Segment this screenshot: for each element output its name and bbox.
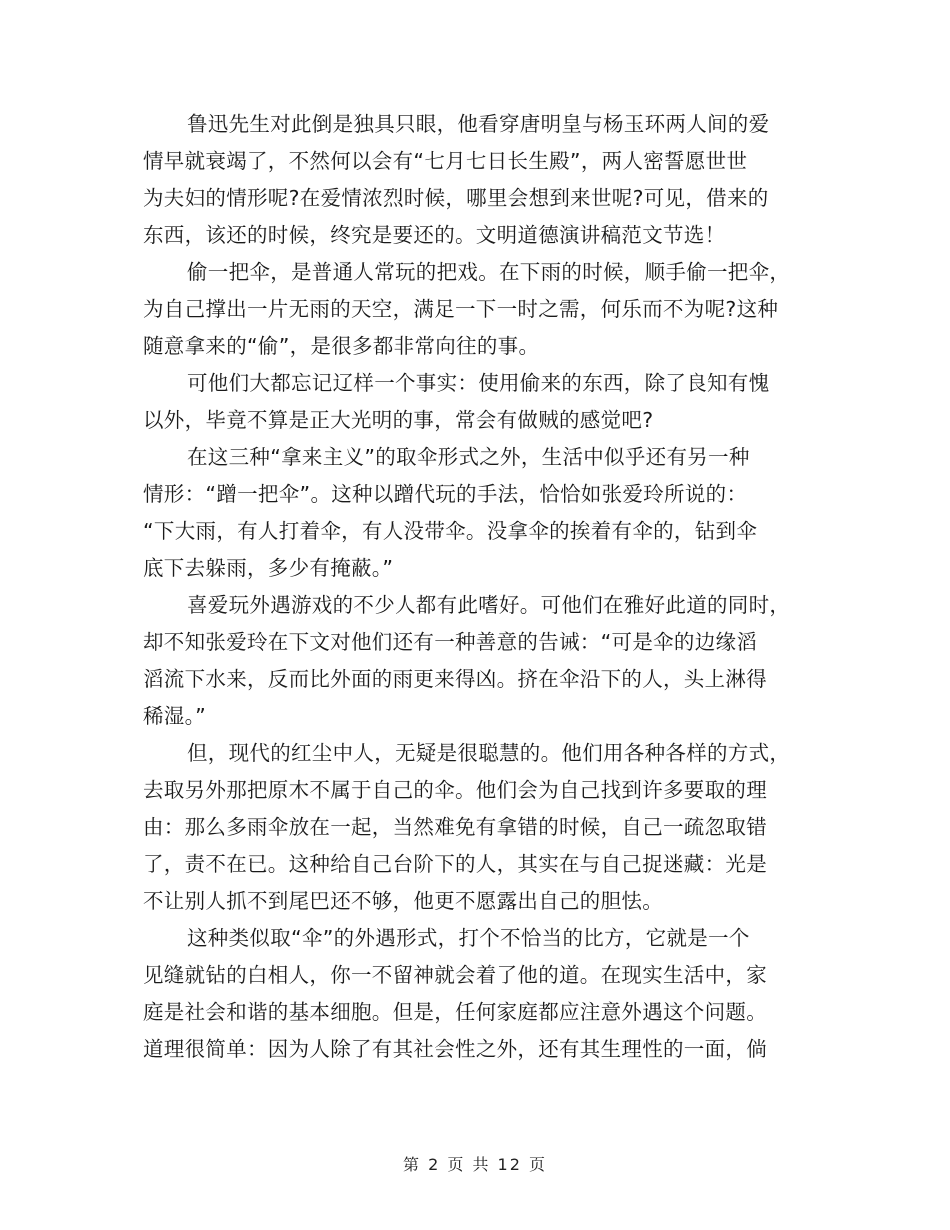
text-line: 不让别人抓不到尾巴还不够，他更不愿露出自己的胆怯。 — [143, 889, 663, 913]
text-line: 偷一把伞，是普通人常玩的把戏。在下雨的时候，顺手偷一把伞， — [187, 260, 791, 284]
text-line: 东西，该还的时候，终究是要还的。文明道德演讲稿范文节选！ — [143, 223, 726, 247]
text-line: 情形：“蹭一把伞”。这种以蹭代玩的手法，恰恰如张爱玲所说的： — [143, 482, 748, 506]
document-body — [143, 106, 803, 1068]
text-line: 以外，毕竟不算是正大光明的事，常会有做贼的感觉吧? — [143, 408, 654, 432]
text-line: 喜爱玩外遇游戏的不少人都有此嗜好。可他们在雅好此道的同时， — [187, 593, 791, 617]
text-line: 稀湿。” — [143, 704, 207, 728]
page-number-footer: 第 2 页 共 12 页 — [403, 1155, 547, 1174]
text-line: 庭是社会和谐的基本细胞。但是，任何家庭都应注意外遇这个问题。 — [143, 1000, 767, 1024]
text-line: 可他们大都忘记辽样一个事实：使用偷来的东西，除了良知有愧 — [187, 371, 770, 395]
text-line: 情早就衰竭了，不然何以会有“七月七日长生殿”，两人密誓愿世世 — [143, 149, 748, 173]
text-line: 在这三种“拿来主义”的取伞形式之外，生活中似乎还有另一种 — [187, 445, 750, 469]
text-line: 底下去躲雨，多少有掩蔽。” — [143, 556, 394, 580]
text-line: 但，现代的红尘中人，无疑是很聪慧的。他们用各种各样的方式， — [187, 741, 791, 765]
text-line: 滔流下水来，反而比外面的雨更来得凶。挤在伞沿下的人，头上淋得 — [143, 667, 767, 691]
text-line: 了，责不在已。这种给自己台阶下的人，其实在与自己捉迷藏：光是 — [143, 852, 767, 876]
text-line: 由：那么多雨伞放在一起，当然难免有拿错的时候，自己一疏忽取错 — [143, 815, 767, 839]
text-line: 去取另外那把原木不属于自己的伞。他们会为自己找到许多要取的理 — [143, 778, 767, 802]
text-line: 为自己撑出一片无雨的天空，满足一下一时之需，何乐而不为呢?这种 — [143, 297, 779, 321]
text-line: 道理很简单：因为人除了有其社会性之外，还有其生理性的一面，倘 — [143, 1037, 767, 1061]
text-line: 见缝就钻的白相人，你一不留神就会着了他的道。在现实生活中，家 — [143, 963, 767, 987]
text-line: 鲁迅先生对此倒是独具只眼，他看穿唐明皇与杨玉环两人间的爱 — [187, 112, 770, 136]
text-line: 这种类似取“伞”的外遇形式，打个不恰当的比方，它就是一个 — [187, 926, 750, 950]
text-line: 随意拿来的“偷”，是很多都非常向往的事。 — [143, 334, 540, 358]
text-line: 却不知张爱玲在下文对他们还有一种善意的告诫：“可是伞的边缘滔 — [143, 630, 758, 654]
text-line: “下大雨，有人打着伞，有人没带伞。没拿伞的挨着有伞的，钻到伞 — [143, 519, 758, 543]
text-line: 为夫妇的情形呢?在爱情浓烈时候，哪里会想到来世呢?可见，借来的 — [143, 186, 769, 210]
